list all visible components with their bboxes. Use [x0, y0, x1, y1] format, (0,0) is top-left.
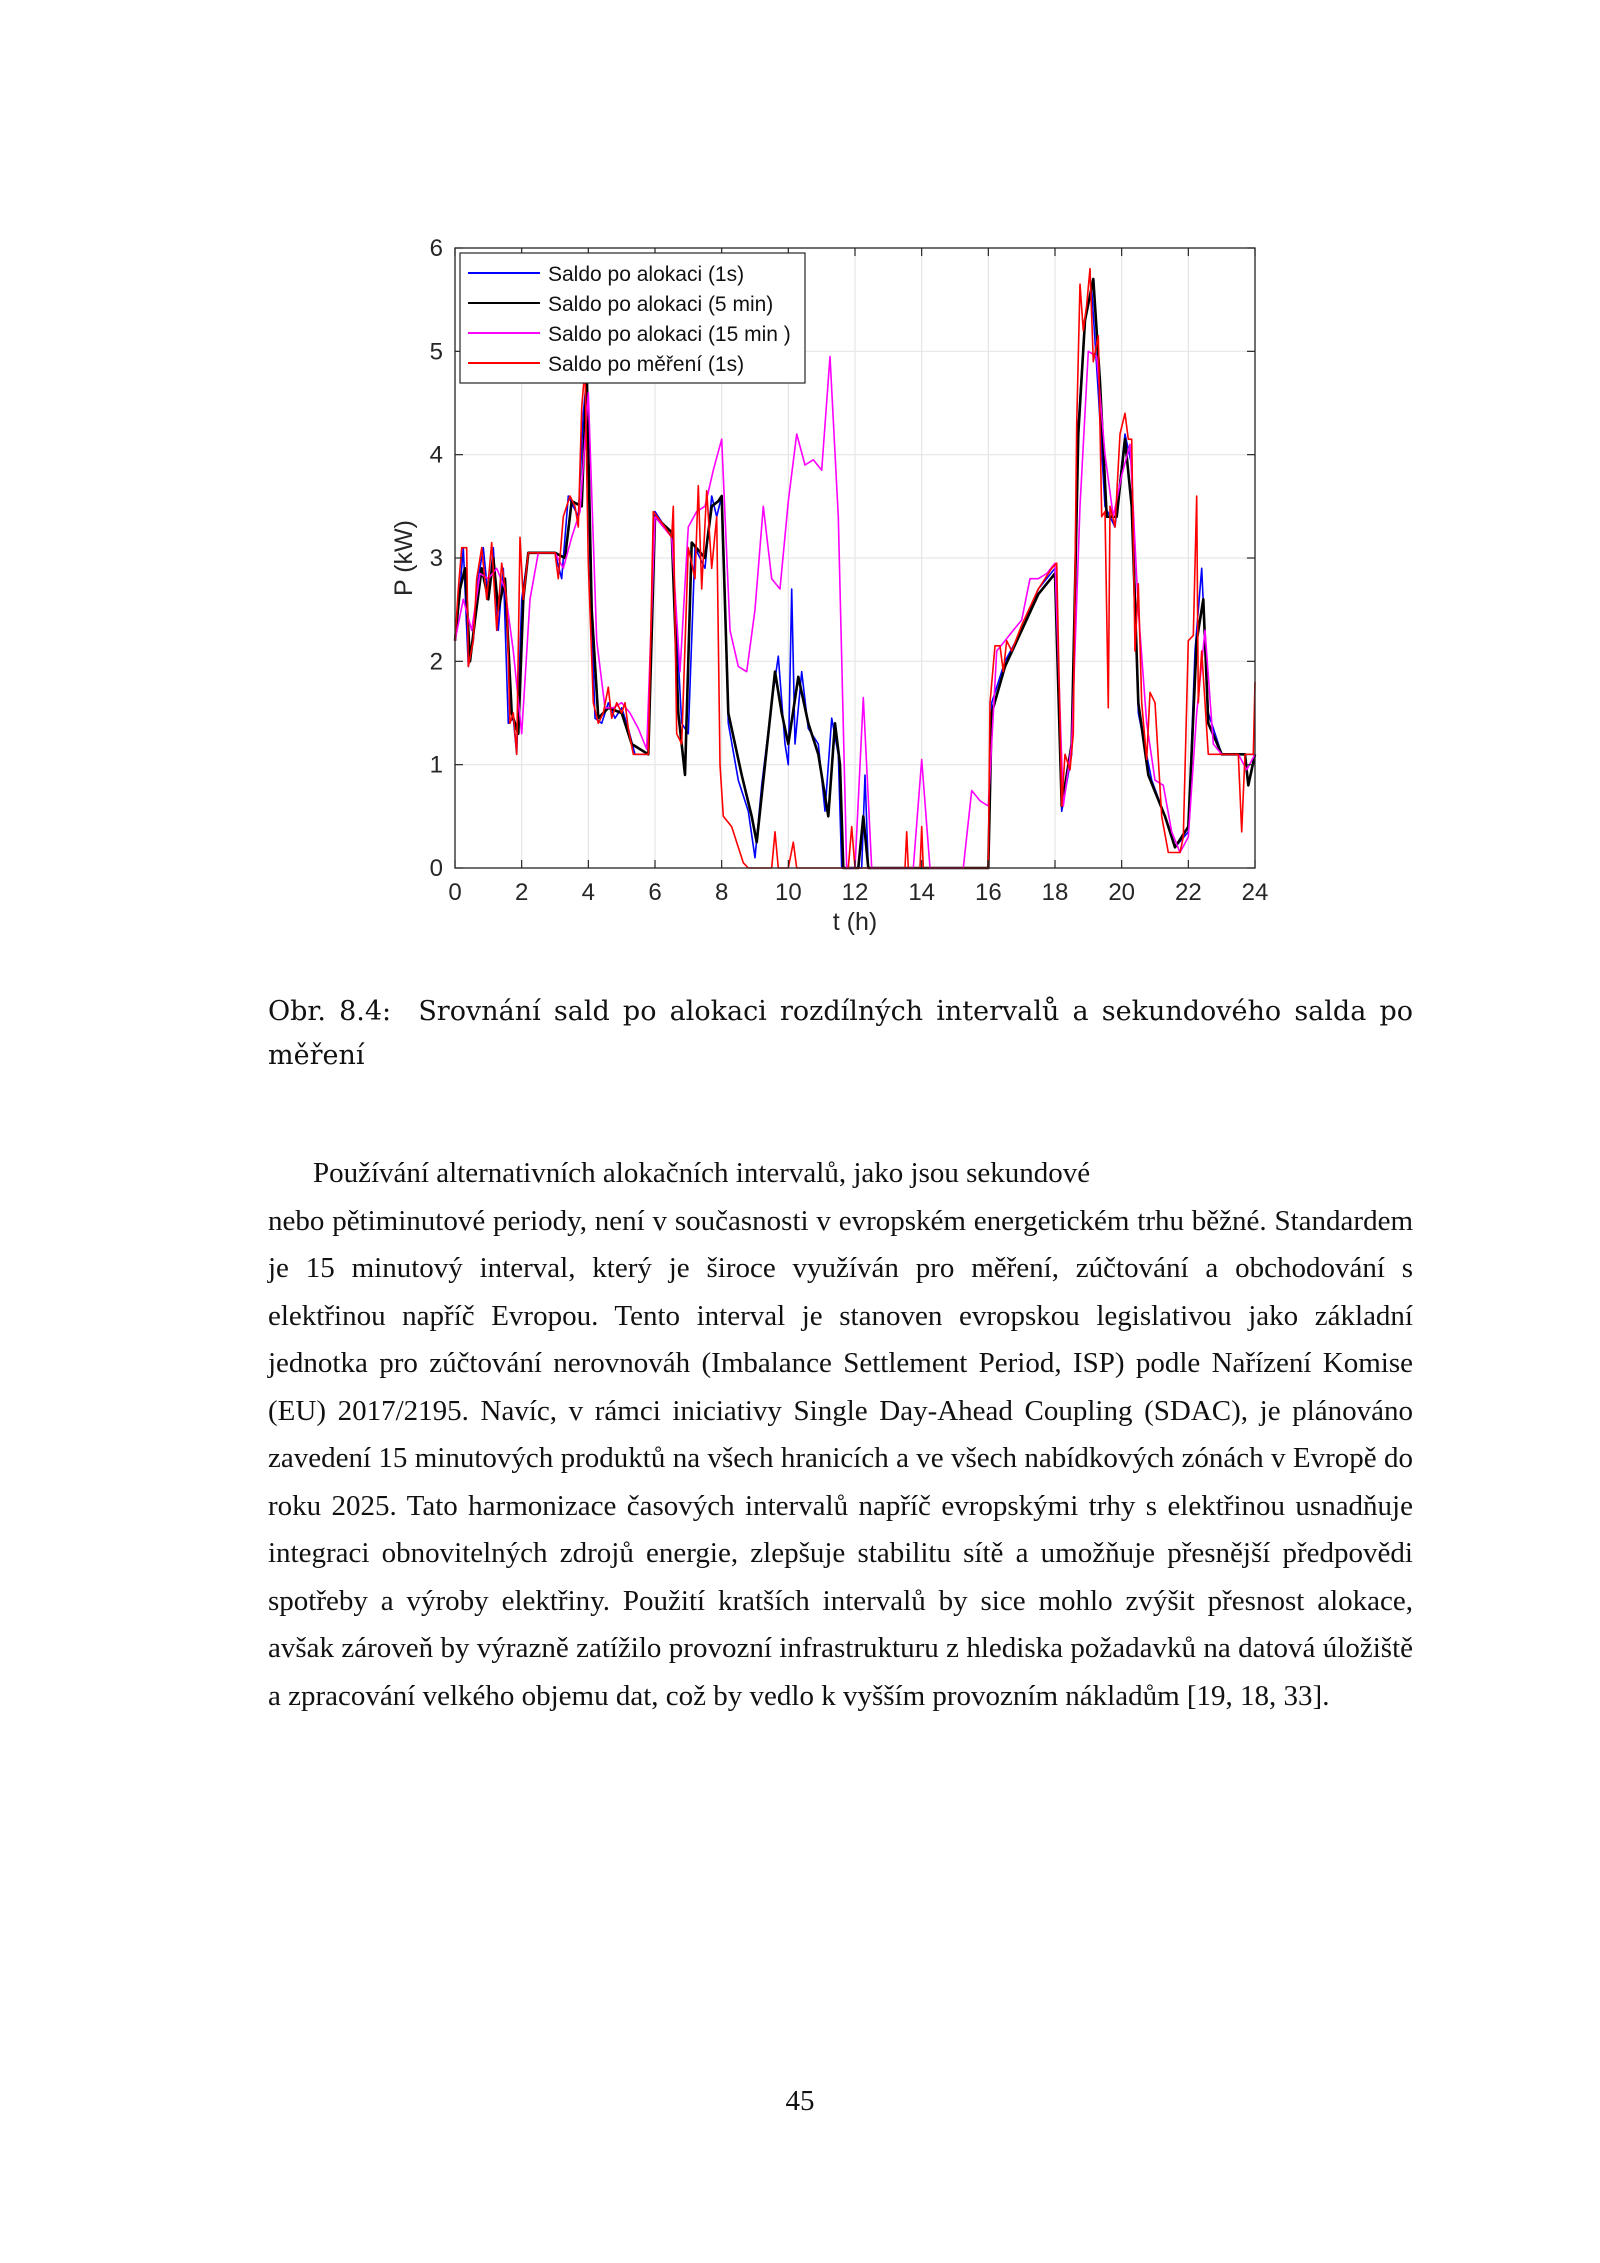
legend-label: Saldo po měření (1s)	[548, 353, 745, 376]
y-tick-label: 2	[429, 648, 443, 676]
legend-label: Saldo po alokaci (15 min )	[548, 323, 791, 346]
x-tick-label: 16	[974, 879, 1002, 906]
y-tick-label: 5	[429, 338, 443, 366]
caption-text: Srovnání sald po alokaci rozdílných intervalů a sekundového salda po měření	[268, 996, 1413, 1071]
x-tick-label: 6	[648, 879, 662, 906]
y-axis-label: P (kW)	[390, 520, 418, 596]
x-tick-label: 10	[774, 879, 802, 906]
page-number: 45	[785, 2085, 815, 2117]
paragraph-text: nebo pětiminutové periody, není v současnosti v evropském energetickém trhu běžné. Standardem je 15 minutový interval, který je široce využíván pro měření, zúčtování a obchodování s elektřinou napříč Evropou. Tento interval je stanoven evropskou legislativou jako základní jednotka pro zúčtování nerovnováh (Imbalance Settlement Period, ISP) podle Nařízení Komise (EU) 2017/2195. Navíc, v rámci iniciativy Single Day-Ahead Coupling (SDAC), je plánováno zavedení 15 minutových produktů na všech hranicích a ve všech nabídkových zónách v Evropě do roku 2025. Tato harmonizace časových intervalů napříč evropskými trhy s elektřinou usnadňuje integraci obnovitelných zdrojů energie, zlepšuje stabilitu sítě a umožňuje přesnější předpovědi spotřeby a výroby elektřiny. Použití kratších intervalů by sice mohlo zvýšit přesnost alokace, avšak zároveň by výrazně zatížilo provozní infrastrukturu z hlediska požadavků na datová úložiště a zpracování velkého objemu dat, což by vedlo k vyšším provozním nákladům [19, 18, 33].	[268, 1204, 1413, 1712]
x-tick-label: 24	[1241, 879, 1269, 906]
paragraph-first-line: Používání alternativních alokačních intervalů, jako jsou sekundové	[313, 1157, 1091, 1189]
x-tick-label: 2	[514, 879, 529, 906]
body-paragraph	[268, 1150, 1413, 1720]
x-tick-label: 18	[1041, 879, 1069, 906]
caption-label: Obr. 8.4:	[268, 996, 392, 1027]
chart-svg	[380, 230, 1280, 950]
x-tick-label: 12	[841, 879, 869, 906]
legend-label: Saldo po alokaci (5 min)	[548, 293, 774, 316]
x-tick-label: 22	[1174, 879, 1202, 906]
figure-chart	[380, 230, 1280, 950]
x-tick-label: 20	[1108, 879, 1136, 906]
x-tick-label: 14	[908, 879, 936, 906]
x-tick-label: 8	[714, 879, 729, 906]
y-tick-label: 1	[429, 751, 443, 779]
y-tick-label: 0	[429, 855, 443, 882]
y-tick-label: 4	[429, 441, 443, 469]
y-tick-label: 3	[429, 545, 443, 572]
x-tick-label: 0	[448, 879, 462, 906]
legend	[460, 253, 805, 383]
y-tick-label: 6	[429, 235, 443, 262]
x-tick-label: 4	[581, 879, 596, 906]
legend-label: Saldo po alokaci (1s)	[548, 263, 745, 286]
figure-caption	[268, 990, 1413, 1078]
x-axis-label: t (h)	[832, 908, 878, 936]
